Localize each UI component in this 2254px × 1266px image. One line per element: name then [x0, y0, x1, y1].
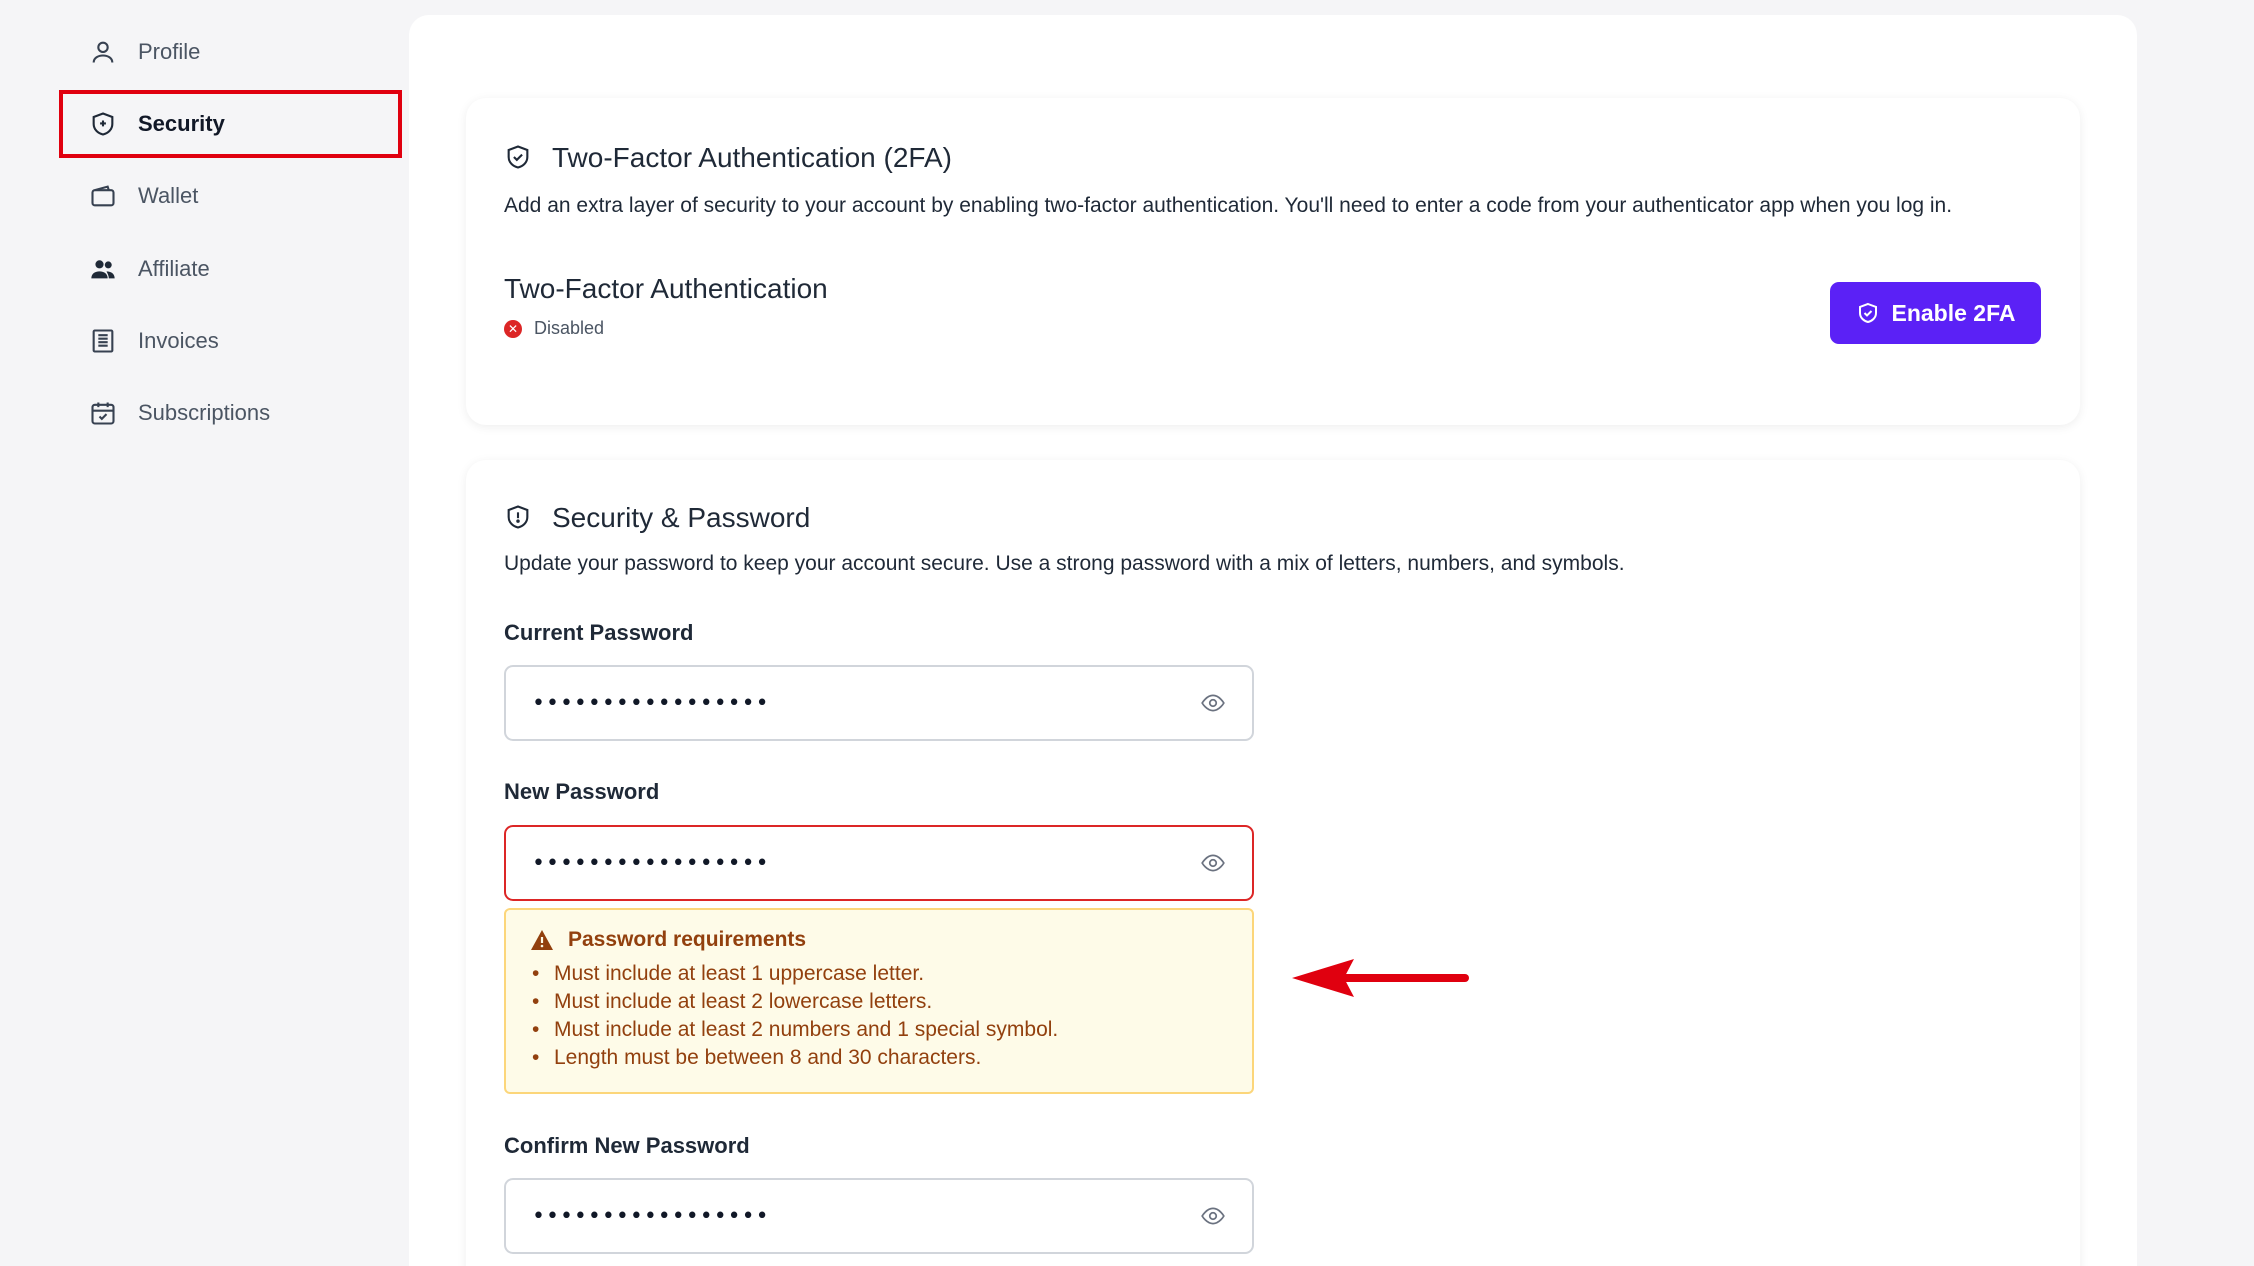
confirm-password-input[interactable]: •••••••••••••••••: [504, 1178, 1254, 1254]
users-icon: [88, 254, 118, 284]
calendar-check-icon: [88, 398, 118, 428]
sidebar-item-wallet[interactable]: [88, 174, 198, 218]
two-factor-setting-label: Two-Factor Authentication: [504, 273, 828, 304]
sidebar-item-subscriptions[interactable]: [88, 391, 270, 435]
shield-icon: [504, 503, 534, 533]
two-factor-description: Add an extra layer of security to your account by enabling two-factor authentication. You'll need to enter a code from your authenticator app when you log in.: [504, 194, 1953, 217]
security-password-description: Update your password to keep your account secure. Use a strong password with a mix of letters, numbers, and symbols.: [504, 552, 1625, 575]
list-item: • Length must be between 8 and 30 characters.: [530, 1044, 1228, 1072]
security-password-title: Security & Password: [504, 502, 810, 534]
sidebar-item-label: Profile: [138, 39, 201, 64]
eye-icon[interactable]: [1200, 850, 1226, 876]
two-factor-title: Two-Factor Authentication (2FA): [504, 142, 952, 174]
security-password-card: [466, 460, 2080, 1266]
sidebar-item-profile[interactable]: [88, 30, 200, 74]
password-requirements-list: [530, 960, 1228, 1072]
sidebar-item-label: Subscriptions: [138, 400, 271, 425]
sidebar-item-affiliate[interactable]: [88, 247, 210, 291]
list-item: • Must include at least 1 uppercase letter.: [530, 960, 1228, 988]
password-requirements-title: Password requirements: [530, 928, 1228, 952]
list-item: • Must include at least 2 numbers and 1 special symbol.: [530, 1016, 1228, 1044]
shield-check-icon: [504, 143, 534, 173]
sidebar-item-invoices[interactable]: [88, 319, 219, 363]
enable-2fa-button[interactable]: Enable 2FA: [1830, 282, 2041, 344]
status-badge: ✕ Disabled: [504, 318, 604, 339]
user-icon: [88, 37, 118, 67]
invoice-icon: [88, 326, 118, 356]
shield-check-icon: [1856, 301, 1880, 325]
eye-icon[interactable]: [1200, 1203, 1226, 1229]
wallet-icon: [88, 181, 118, 211]
sidebar-item-label: Security: [138, 111, 225, 136]
current-password-input[interactable]: •••••••••••••••••: [504, 665, 1254, 741]
password-requirements-box: [504, 908, 1254, 1094]
confirm-password-label: Confirm New Password: [504, 1133, 750, 1158]
new-password-input[interactable]: •••••••••••••••••: [504, 825, 1254, 901]
annotation-highlight-box: [59, 90, 402, 158]
sidebar-item-label: Invoices: [138, 328, 219, 353]
current-password-label: Current Password: [504, 620, 694, 645]
annotation-arrow-icon: [1290, 955, 1470, 1001]
eye-icon[interactable]: [1200, 690, 1226, 716]
list-item: • Must include at least 2 lowercase letters.: [530, 988, 1228, 1016]
sidebar-item-label: Wallet: [138, 183, 199, 208]
sidebar-item-label: Affiliate: [138, 256, 210, 281]
two-factor-card: [466, 98, 2080, 425]
new-password-label: New Password: [504, 779, 660, 804]
x-circle-icon: ✕: [504, 320, 522, 338]
main-panel: [409, 15, 2137, 1266]
sidebar: [0, 0, 410, 1266]
warning-triangle-icon: [530, 929, 554, 951]
